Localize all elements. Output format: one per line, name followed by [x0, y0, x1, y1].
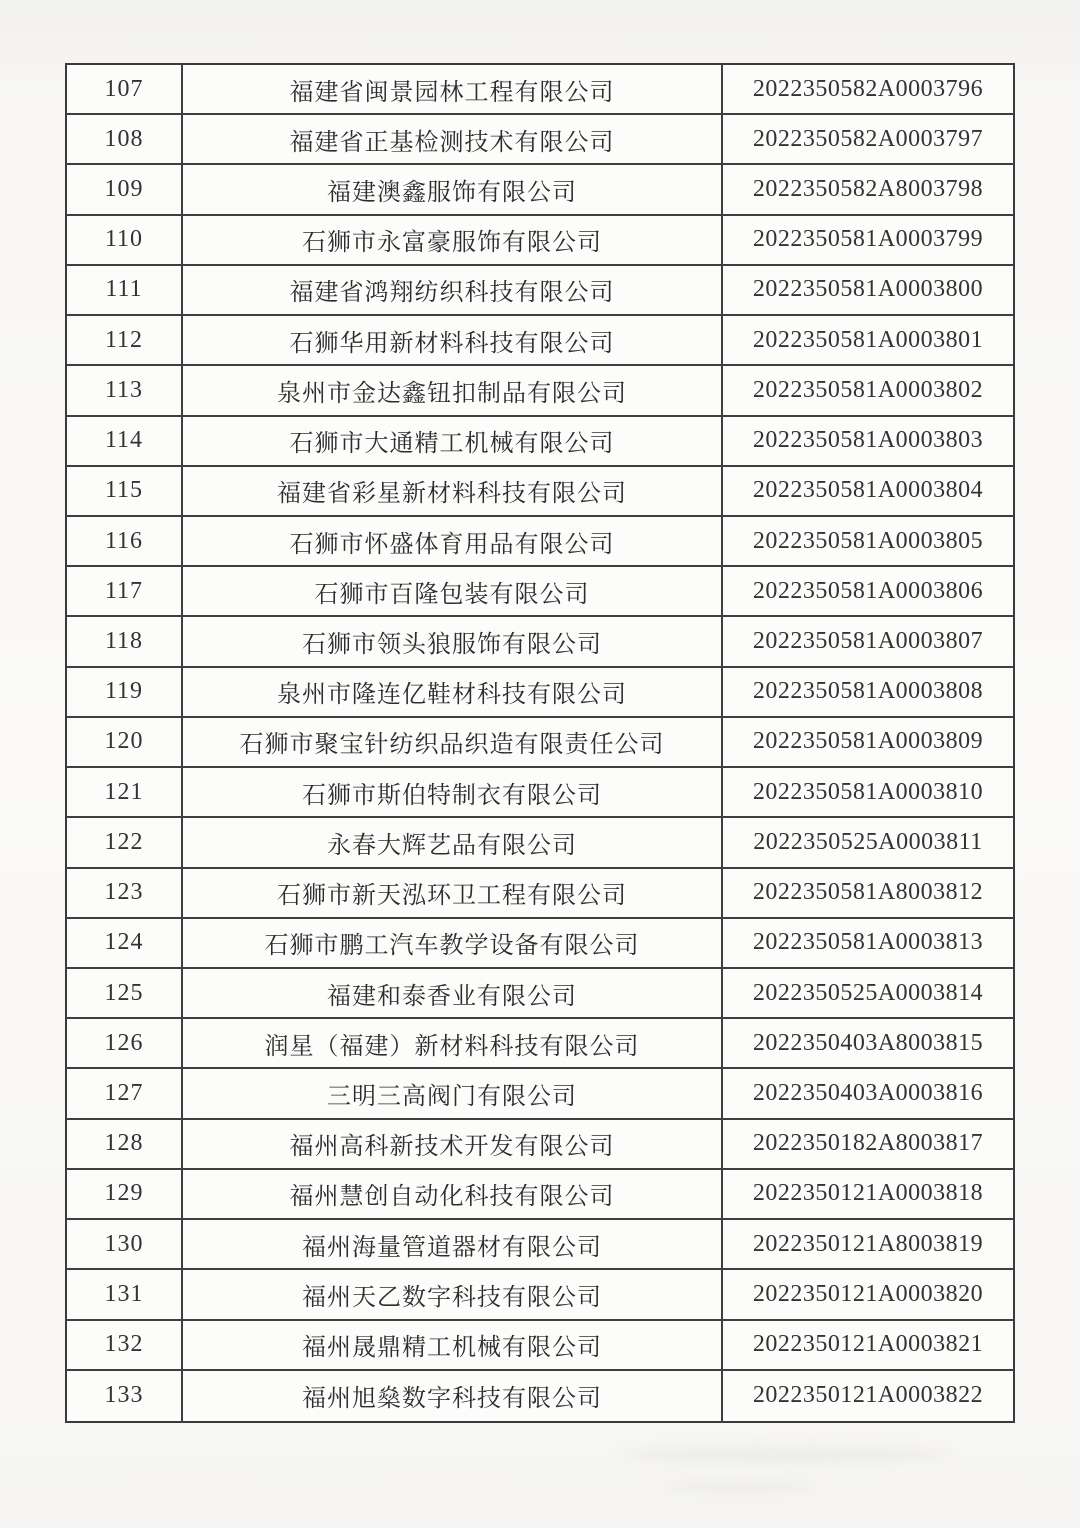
company-name-cell: 石狮市怀盛体育用品有限公司: [183, 517, 723, 565]
company-name-cell: 福建澳鑫服饰有限公司: [183, 165, 723, 213]
row-number-cell: 107: [67, 65, 183, 113]
company-name-cell: 福州天乙数字科技有限公司: [183, 1270, 723, 1318]
registration-code-cell: 2022350525A0003814: [752, 979, 984, 1006]
table-row: [67, 417, 1013, 467]
row-number-cell: 129: [67, 1170, 183, 1218]
table-row: [67, 517, 1013, 567]
registration-code-cell: 2022350403A8003815: [752, 1029, 984, 1056]
registration-code-cell: 2022350581A0003805: [752, 527, 984, 554]
row-number-cell: 127: [67, 1069, 183, 1117]
registration-code-cell: 2022350581A0003807: [752, 628, 984, 655]
scan-smudge-artifact: [660, 1482, 820, 1492]
row-number-cell: 115: [67, 467, 183, 515]
company-name-cell: 福州晟鼎精工机械有限公司: [183, 1321, 723, 1369]
company-name-cell: 石狮市领头狼服饰有限公司: [183, 617, 723, 665]
row-number-cell: 122: [67, 818, 183, 866]
table-row: [67, 1270, 1013, 1320]
company-name-cell: 石狮市鹏工汽车教学设备有限公司: [183, 919, 723, 967]
company-name-cell: 石狮市斯伯特制衣有限公司: [183, 768, 723, 816]
table-row: [67, 1170, 1013, 1220]
row-number-cell: 128: [67, 1120, 183, 1168]
table-row: [67, 1220, 1013, 1270]
company-name-cell: 润星（福建）新材料科技有限公司: [183, 1019, 723, 1067]
table-row: [67, 1069, 1013, 1119]
table-row: [67, 1120, 1013, 1170]
row-number-cell: 118: [67, 617, 183, 665]
company-name-cell: 福州慧创自动化科技有限公司: [183, 1170, 723, 1218]
table-row: [67, 1371, 1013, 1421]
company-name-cell: 石狮华用新材料科技有限公司: [183, 316, 723, 364]
scan-smudge-artifact: [620, 1448, 950, 1462]
table-row: [67, 366, 1013, 416]
company-name-cell: 福建省正基检测技术有限公司: [183, 115, 723, 163]
company-name-cell: 石狮市聚宝针纺织品织造有限责任公司: [183, 718, 723, 766]
row-number-cell: 108: [67, 115, 183, 163]
registration-code-cell: 2022350121A0003820: [752, 1280, 984, 1307]
row-number-cell: 109: [67, 165, 183, 213]
table-row: [67, 65, 1013, 115]
registration-code-cell: 2022350121A0003818: [752, 1180, 984, 1207]
table-row: [67, 1321, 1013, 1371]
table-row: [67, 919, 1013, 969]
registration-code-cell: 2022350581A0003804: [752, 477, 984, 504]
company-name-cell: 福州旭燊数字科技有限公司: [183, 1371, 723, 1421]
table-row: [67, 818, 1013, 868]
table-row: [67, 1019, 1013, 1069]
registration-code-cell: 2022350121A8003819: [752, 1230, 984, 1257]
table-row: [67, 115, 1013, 165]
registration-code-cell: 2022350581A0003808: [752, 678, 984, 705]
row-number-cell: 123: [67, 869, 183, 917]
row-number-cell: 117: [67, 567, 183, 615]
registration-code-cell: 2022350581A0003806: [752, 577, 984, 604]
registration-code-cell: 2022350582A8003798: [752, 176, 984, 203]
table-row: [67, 266, 1013, 316]
company-name-cell: 福州海量管道器材有限公司: [183, 1220, 723, 1268]
registration-code-cell: 2022350581A0003810: [752, 778, 984, 805]
registration-code-cell: 2022350581A0003801: [752, 326, 984, 353]
company-name-cell: 福建和泰香业有限公司: [183, 969, 723, 1017]
company-registration-table: [65, 63, 1015, 1423]
row-number-cell: 110: [67, 216, 183, 264]
table-row: [67, 617, 1013, 667]
registration-code-cell: 2022350581A0003800: [752, 276, 984, 303]
table-row: [67, 165, 1013, 215]
table-row: [67, 768, 1013, 818]
company-name-cell: 永春大辉艺品有限公司: [183, 818, 723, 866]
company-name-cell: 泉州市隆连亿鞋材科技有限公司: [183, 668, 723, 716]
registration-code-cell: 2022350403A0003816: [752, 1080, 984, 1107]
table-row: [67, 718, 1013, 768]
row-number-cell: 112: [67, 316, 183, 364]
company-name-cell: 福建省彩星新材料科技有限公司: [183, 467, 723, 515]
registration-code-cell: 2022350582A0003797: [752, 125, 984, 152]
row-number-cell: 124: [67, 919, 183, 967]
registration-code-cell: 2022350581A0003802: [752, 376, 984, 403]
registration-code-cell: 2022350121A0003821: [752, 1331, 984, 1358]
table-row: [67, 668, 1013, 718]
row-number-cell: 120: [67, 718, 183, 766]
row-number-cell: 126: [67, 1019, 183, 1067]
company-name-cell: 福建省鸿翔纺织科技有限公司: [183, 266, 723, 314]
registration-code-cell: 2022350581A0003803: [752, 427, 984, 454]
company-name-cell: 三明三高阀门有限公司: [183, 1069, 723, 1117]
registration-code-cell: 2022350581A0003809: [752, 728, 984, 755]
registration-code-cell: 2022350581A8003812: [752, 879, 984, 906]
registration-code-cell: 2022350582A0003796: [752, 75, 984, 102]
row-number-cell: 130: [67, 1220, 183, 1268]
registration-code-cell: 2022350525A0003811: [753, 828, 983, 855]
table-row: [67, 567, 1013, 617]
company-name-cell: 泉州市金达鑫钮扣制品有限公司: [183, 366, 723, 414]
row-number-cell: 121: [67, 768, 183, 816]
table-row: [67, 216, 1013, 266]
company-name-cell: 石狮市大通精工机械有限公司: [183, 417, 723, 465]
row-number-cell: 131: [67, 1270, 183, 1318]
registration-code-cell: 2022350182A8003817: [752, 1130, 984, 1157]
company-name-cell: 石狮市新天泓环卫工程有限公司: [183, 869, 723, 917]
row-number-cell: 119: [67, 668, 183, 716]
company-name-cell: 福建省闽景园林工程有限公司: [183, 65, 723, 113]
registration-code-cell: 2022350581A0003799: [752, 226, 984, 253]
table-row: [67, 467, 1013, 517]
company-name-cell: 石狮市百隆包装有限公司: [183, 567, 723, 615]
table-row: [67, 969, 1013, 1019]
registration-code-cell: 2022350121A0003822: [752, 1382, 984, 1409]
row-number-cell: 113: [67, 366, 183, 414]
row-number-cell: 132: [67, 1321, 183, 1369]
company-name-cell: 福州高科新技术开发有限公司: [183, 1120, 723, 1168]
row-number-cell: 125: [67, 969, 183, 1017]
registration-code-cell: 2022350581A0003813: [752, 929, 984, 956]
row-number-cell: 133: [67, 1371, 183, 1421]
table-row: [67, 316, 1013, 366]
row-number-cell: 111: [67, 266, 183, 314]
table-row: [67, 869, 1013, 919]
row-number-cell: 116: [67, 517, 183, 565]
company-name-cell: 石狮市永富豪服饰有限公司: [183, 216, 723, 264]
row-number-cell: 114: [67, 417, 183, 465]
